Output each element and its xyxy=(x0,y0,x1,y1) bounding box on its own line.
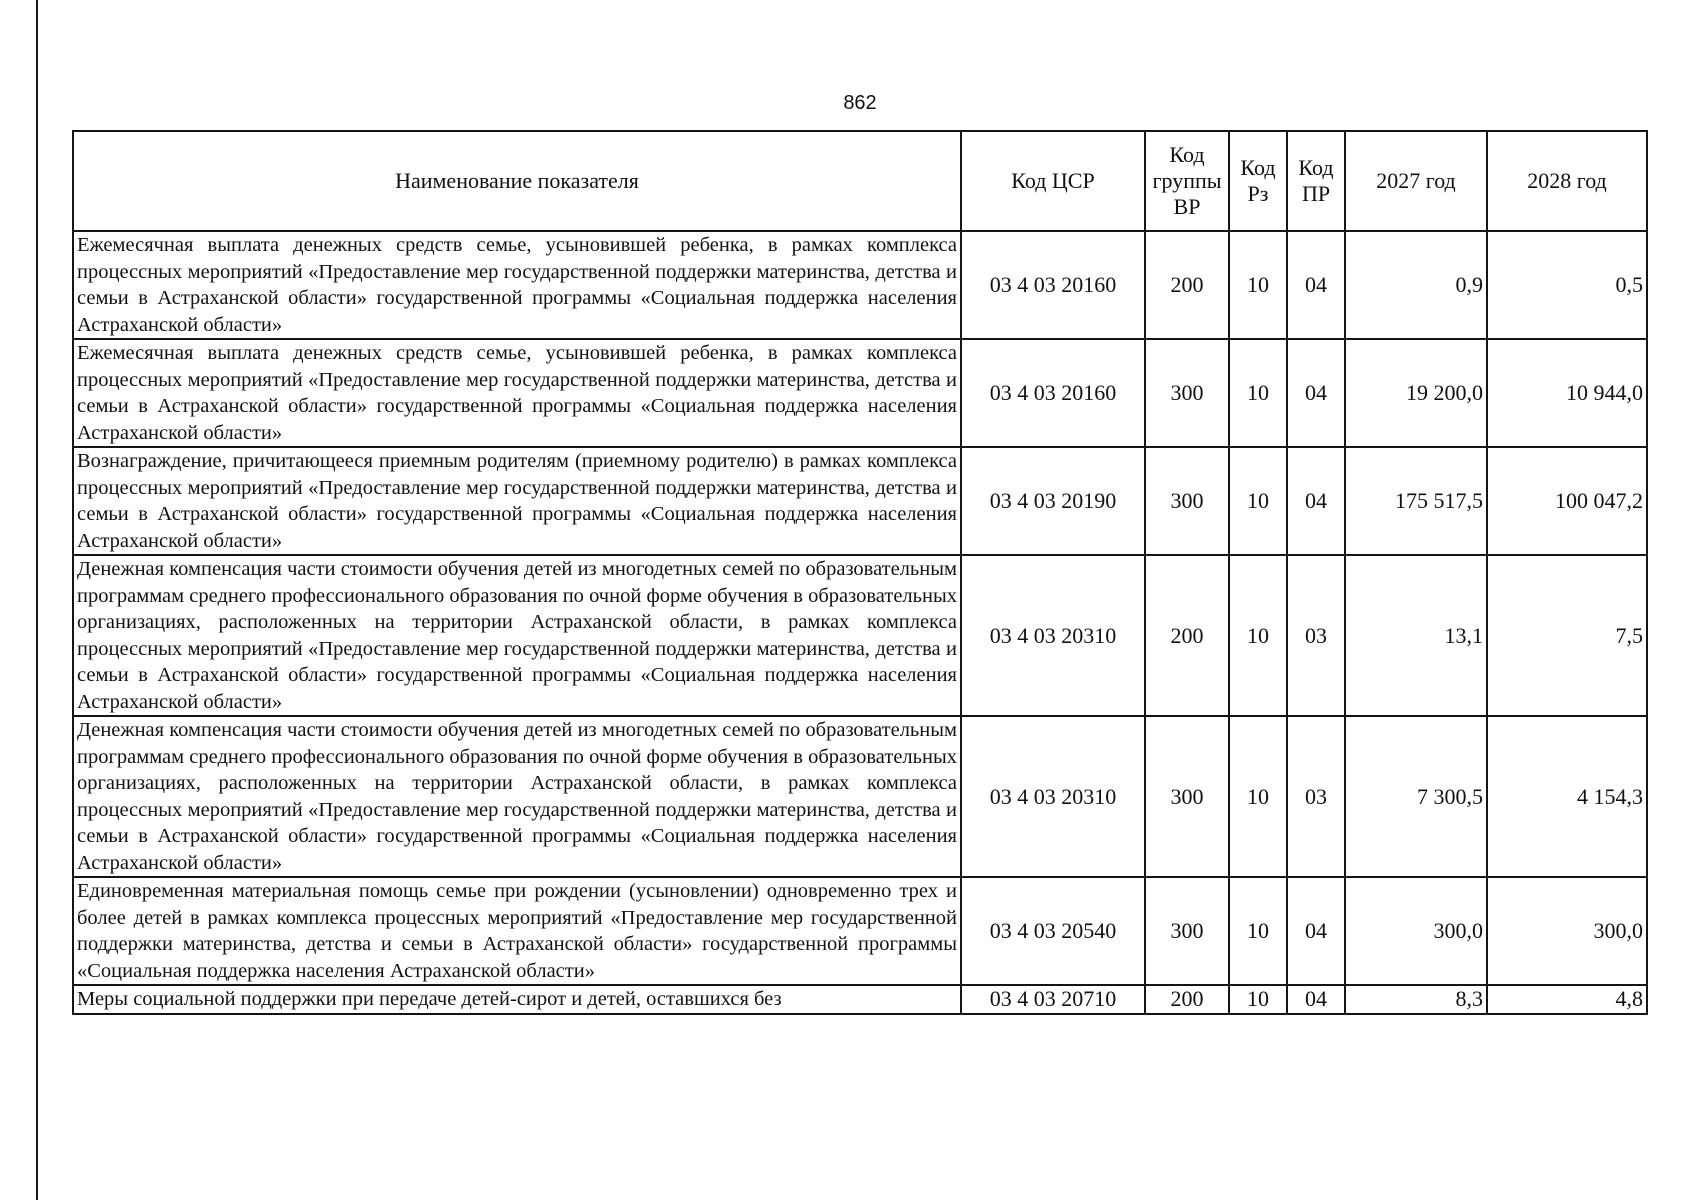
table-row xyxy=(73,985,1647,1014)
table-row xyxy=(73,339,1647,447)
cell-pr: 04 xyxy=(1287,877,1345,985)
cell-pr: 03 xyxy=(1287,555,1345,716)
table-row xyxy=(73,447,1647,555)
cell-2027: 13,1 xyxy=(1345,555,1487,716)
cell-name: Ежемесячная выплата денежных средств семье, усыновившей ребенка, в рамках комплекса процессных мероприятий «Предоставление мер государственной поддержки материнства, детства и семьи в Астраханской области» государственной программы «Социальная поддержка населения Астраханской области» xyxy=(73,231,961,339)
budget-table xyxy=(72,130,1648,1015)
cell-pr: 04 xyxy=(1287,339,1345,447)
cell-2028: 100 047,2 xyxy=(1487,447,1647,555)
table-header-row xyxy=(73,131,1647,231)
cell-vr: 300 xyxy=(1145,447,1229,555)
cell-2027: 0,9 xyxy=(1345,231,1487,339)
cell-rz: 10 xyxy=(1229,555,1287,716)
header-vr: Код группы ВР xyxy=(1145,131,1229,231)
cell-name: Денежная компенсация части стоимости обучения детей из многодетных семей по образовательным программам среднего профессионального образования по очной форме обучения в образовательных организациях, расположенных на территории Астраханской области, в рамках комплекса процессных мероприятий «Предоставление мер государственной поддержки материнства, детства и семьи в Астраханской области» государственной программы «Социальная поддержка населения Астраханской области» xyxy=(73,716,961,877)
page-number: 862 xyxy=(843,92,877,114)
table-row xyxy=(73,716,1647,877)
table-row xyxy=(73,877,1647,985)
cell-2028: 7,5 xyxy=(1487,555,1647,716)
scan-edge-line xyxy=(36,0,38,1200)
cell-vr: 200 xyxy=(1145,555,1229,716)
cell-rz: 10 xyxy=(1229,231,1287,339)
header-2027: 2027 год xyxy=(1345,131,1487,231)
cell-pr: 04 xyxy=(1287,447,1345,555)
header-pr: Код ПР xyxy=(1287,131,1345,231)
cell-2027: 300,0 xyxy=(1345,877,1487,985)
cell-rz: 10 xyxy=(1229,985,1287,1014)
cell-name: Вознаграждение, причитающееся приемным родителям (приемному родителю) в рамках комплекса процессных мероприятий «Предоставление мер государственной поддержки материнства, детства и семьи в Астраханской области» государственной программы «Социальная поддержка населения Астраханской области» xyxy=(73,447,961,555)
header-name: Наименование показателя xyxy=(73,131,961,231)
cell-name: Единовременная материальная помощь семье при рождении (усыновлении) одновременно трех и более детей в рамках комплекса процессных мероприятий «Предоставление мер государственной поддержки материнства, детства и семьи в Астраханской области» государственной программы «Социальная поддержка населения Астраханской области» xyxy=(73,877,961,985)
cell-2028: 300,0 xyxy=(1487,877,1647,985)
cell-vr: 200 xyxy=(1145,985,1229,1014)
cell-csr: 03 4 03 20540 xyxy=(961,877,1145,985)
cell-rz: 10 xyxy=(1229,339,1287,447)
cell-csr: 03 4 03 20160 xyxy=(961,231,1145,339)
cell-csr: 03 4 03 20710 xyxy=(961,985,1145,1014)
cell-2027: 175 517,5 xyxy=(1345,447,1487,555)
cell-pr: 03 xyxy=(1287,716,1345,877)
cell-rz: 10 xyxy=(1229,447,1287,555)
header-2028: 2028 год xyxy=(1487,131,1647,231)
header-csr: Код ЦСР xyxy=(961,131,1145,231)
cell-name: Ежемесячная выплата денежных средств семье, усыновившей ребенка, в рамках комплекса процессных мероприятий «Предоставление мер государственной поддержки материнства, детства и семьи в Астраханской области» государственной программы «Социальная поддержка населения Астраханской области» xyxy=(73,339,961,447)
cell-csr: 03 4 03 20310 xyxy=(961,555,1145,716)
header-rz: Код Рз xyxy=(1229,131,1287,231)
cell-2027: 8,3 xyxy=(1345,985,1487,1014)
cell-csr: 03 4 03 20190 xyxy=(961,447,1145,555)
cell-2028: 4 154,3 xyxy=(1487,716,1647,877)
cell-pr: 04 xyxy=(1287,231,1345,339)
cell-vr: 300 xyxy=(1145,877,1229,985)
cell-csr: 03 4 03 20160 xyxy=(961,339,1145,447)
table-row xyxy=(73,555,1647,716)
cell-2028: 10 944,0 xyxy=(1487,339,1647,447)
cell-vr: 300 xyxy=(1145,339,1229,447)
cell-2028: 0,5 xyxy=(1487,231,1647,339)
cell-rz: 10 xyxy=(1229,716,1287,877)
cell-2027: 7 300,5 xyxy=(1345,716,1487,877)
cell-vr: 200 xyxy=(1145,231,1229,339)
cell-pr: 04 xyxy=(1287,985,1345,1014)
cell-2028: 4,8 xyxy=(1487,985,1647,1014)
table-row xyxy=(73,231,1647,339)
cell-name: Меры социальной поддержки при передаче детей-сирот и детей, оставшихся без xyxy=(73,985,961,1014)
cell-2027: 19 200,0 xyxy=(1345,339,1487,447)
cell-name: Денежная компенсация части стоимости обучения детей из многодетных семей по образовательным программам среднего профессионального образования по очной форме обучения в образовательных организациях, расположенных на территории Астраханской области, в рамках комплекса процессных мероприятий «Предоставление мер государственной поддержки материнства, детства и семьи в Астраханской области» государственной программы «Социальная поддержка населения Астраханской области» xyxy=(73,555,961,716)
cell-vr: 300 xyxy=(1145,716,1229,877)
cell-csr: 03 4 03 20310 xyxy=(961,716,1145,877)
cell-rz: 10 xyxy=(1229,877,1287,985)
